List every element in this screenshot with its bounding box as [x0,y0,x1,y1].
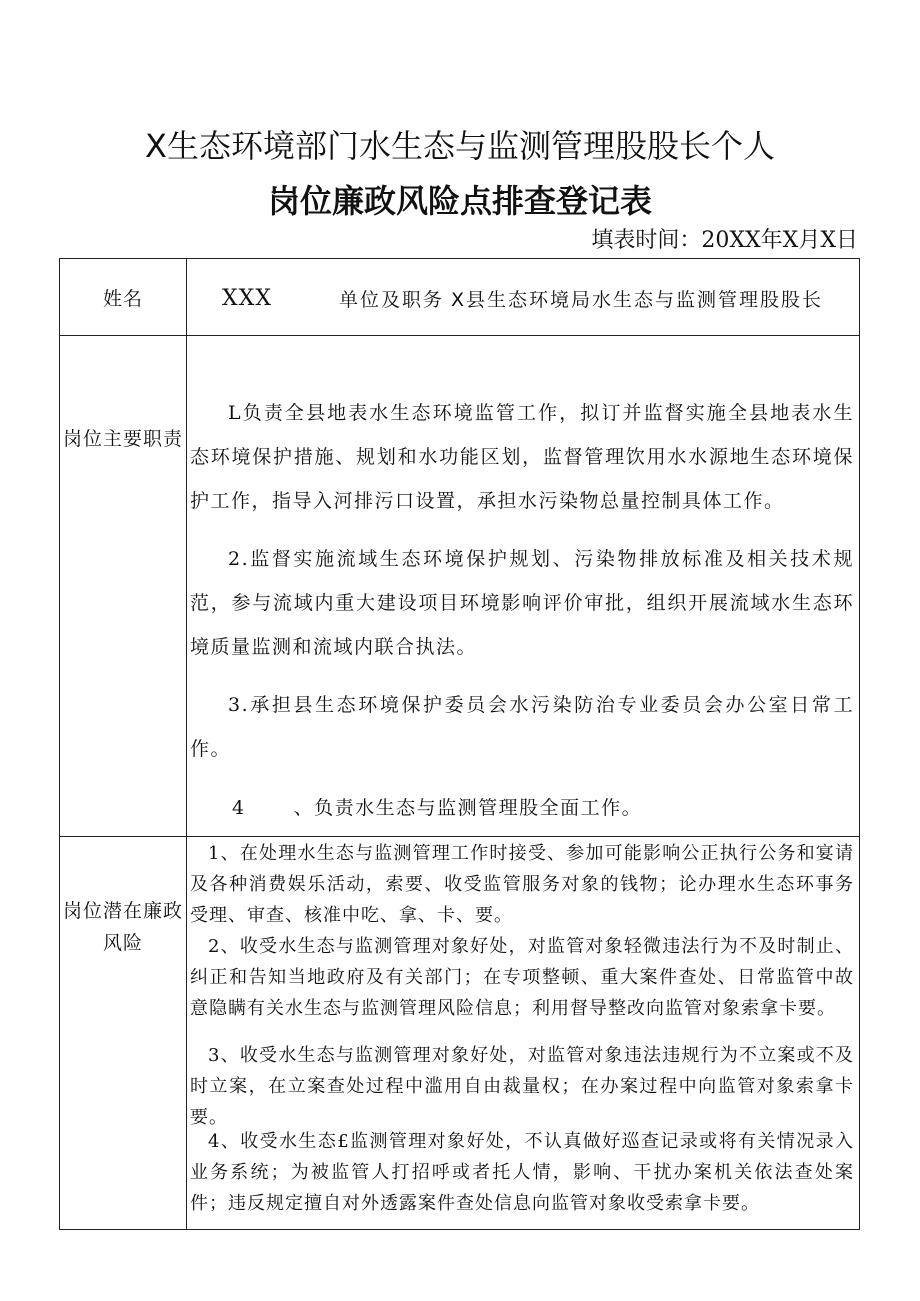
name-label: 姓名 [102,288,143,310]
table-row-divider [59,836,860,837]
document-title-line2: 岗位廉政风险点排查登记表 [267,182,652,220]
table-row-divider [59,335,860,336]
position-value: X县生态环境局水生态与监测管理股股长 [451,289,824,311]
name-value: XXX [222,286,272,311]
position-label: 单位及职务 [339,289,445,311]
duty-number: 4 [232,797,246,819]
duty-item [232,790,852,826]
duties-label: 岗位主要职责 [62,428,183,450]
fill-date: 填表时间：20XX年X月X日 [591,228,858,253]
risks-label: 岗位潜在廉政风险 [62,900,183,954]
risk-item: 3、收受水生态与监测管理对象好处，对监管对象违法违规行为不立案或不及时立案，在立案查处过程中滥用自由裁量权；在办案过程中向监管对象索拿卡要。 [190,1045,854,1128]
risk-item: 1、在处理水生态与监测管理工作时接受、参加可能影响公正执行公务和宴请及各种消费娱乐活动，索要、收受监管服务对象的钱物；论办理水生态环事务受理、审查、核准中吃、拿、卡、要。 [190,843,854,926]
duty-item: 3.承担县生态环境保护委员会水污染防治专业委员会办公室日常工作。 [190,694,854,760]
risk-item: 4、收受水生态£监测管理对象好处，不认真做好巡查记录或将有关情况录入业务系统；为被监管人打招呼或者托人情，影响、干扰办案机关依法查处案件；违反规定擅自对外透露案件查处信息向监管对象收受索拿卡要。 [190,1131,854,1214]
duty-text: 、负责水生态与监测管理股全面工作。 [293,797,643,819]
duty-item: 2.监督实施流域生态环境保护规划、污染物排放标准及相关技术规范，参与流域内重大建设项目环境影响评价审批，组织开展流域水生态环境质量监测和流域内联合执法。 [190,548,854,658]
table-column-divider [186,258,187,1230]
risk-item: 2、收受水生态与监测管理对象好处，对监管对象轻微违法行为不及时制止、纠正和告知当地政府及有关部门；在专项整顿、重大案件查处、日常监管中故意隐瞒有关水生态与监测管理风险信息；利用督导整改向监管对象索拿卡要。 [190,936,854,1019]
duty-item: L负责全县地表水生态环境监管工作，拟订并监督实施全县地表水生态环境保护措施、规划和水功能区划，监督管理饮用水水源地生态环境保护工作，指导入河排污口设置，承担水污染物总量控制具体工作。 [190,402,854,512]
document-title-line1: X生态环境部门水生态与监测管理股股长个人 [145,127,775,165]
